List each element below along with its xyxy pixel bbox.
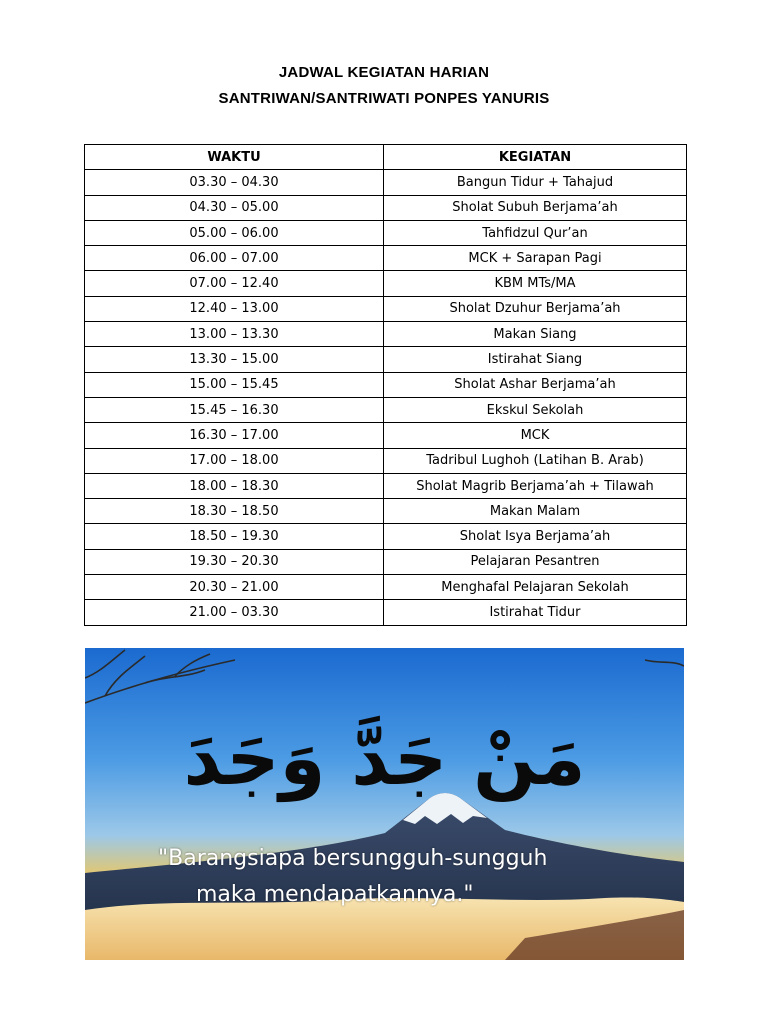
time-cell: 15.45 – 16.30 <box>85 397 384 422</box>
table-row <box>85 473 687 498</box>
quote-line1: "Barangsiapa bersungguh-sungguh <box>158 846 548 871</box>
table-row <box>85 246 687 271</box>
activity-cell: Sholat Magrib Berjama’ah + Tilawah <box>384 473 687 498</box>
motivation-banner <box>85 648 684 960</box>
time-cell: 07.00 – 12.40 <box>85 271 384 296</box>
activity-cell: Istirahat Tidur <box>384 600 687 625</box>
table-row <box>85 423 687 448</box>
activity-cell: MCK <box>384 423 687 448</box>
time-cell: 18.50 – 19.30 <box>85 524 384 549</box>
activity-cell: Istirahat Siang <box>384 347 687 372</box>
time-cell: 18.00 – 18.30 <box>85 473 384 498</box>
activity-cell: Pelajaran Pesantren <box>384 549 687 574</box>
table-row <box>85 549 687 574</box>
schedule-table <box>84 144 687 626</box>
activity-cell: Bangun Tidur + Tahajud <box>384 170 687 195</box>
activity-cell: Sholat Isya Berjama’ah <box>384 524 687 549</box>
activity-cell: MCK + Sarapan Pagi <box>384 246 687 271</box>
table-row <box>85 372 687 397</box>
activity-cell: Ekskul Sekolah <box>384 397 687 422</box>
time-cell: 16.30 – 17.00 <box>85 423 384 448</box>
table-row <box>85 322 687 347</box>
time-cell: 17.00 – 18.00 <box>85 448 384 473</box>
activity-cell: Menghafal Pelajaran Sekolah <box>384 575 687 600</box>
column-header-kegiatan: KEGIATAN <box>384 145 687 170</box>
activity-cell: Tadribul Lughoh (Latihan B. Arab) <box>384 448 687 473</box>
document-title-line2: SANTRIWAN/SANTRIWATI PONPES YANURIS <box>218 90 550 107</box>
time-cell: 05.00 – 06.00 <box>85 220 384 245</box>
table-row <box>85 170 687 195</box>
table-row <box>85 600 687 625</box>
time-cell: 13.00 – 13.30 <box>85 322 384 347</box>
table-row <box>85 220 687 245</box>
activity-cell: KBM MTs/MA <box>384 271 687 296</box>
time-cell: 20.30 – 21.00 <box>85 575 384 600</box>
column-header-waktu: WAKTU <box>85 145 384 170</box>
quote-line2: maka mendapatkannya." <box>196 882 474 907</box>
time-cell: 18.30 – 18.50 <box>85 499 384 524</box>
activity-cell: Sholat Dzuhur Berjama’ah <box>384 296 687 321</box>
table-row <box>85 524 687 549</box>
time-cell: 15.00 – 15.45 <box>85 372 384 397</box>
mountain-landscape-image <box>85 648 684 960</box>
table-row <box>85 347 687 372</box>
table-row <box>85 296 687 321</box>
table-row <box>85 195 687 220</box>
table-row <box>85 448 687 473</box>
time-cell: 03.30 – 04.30 <box>85 170 384 195</box>
time-cell: 19.30 – 20.30 <box>85 549 384 574</box>
activity-cell: Makan Malam <box>384 499 687 524</box>
time-cell: 12.40 – 13.00 <box>85 296 384 321</box>
activity-cell: Tahfidzul Qur’an <box>384 220 687 245</box>
activity-cell: Makan Siang <box>384 322 687 347</box>
time-cell: 21.00 – 03.30 <box>85 600 384 625</box>
table-header-row <box>85 145 687 170</box>
time-cell: 13.30 – 15.00 <box>85 347 384 372</box>
table-row <box>85 271 687 296</box>
table-row <box>85 397 687 422</box>
table-row <box>85 575 687 600</box>
table-row <box>85 499 687 524</box>
document-title-line1: JADWAL KEGIATAN HARIAN <box>278 64 490 81</box>
time-cell: 04.30 – 05.00 <box>85 195 384 220</box>
time-cell: 06.00 – 07.00 <box>85 246 384 271</box>
arabic-calligraphy-text: مَنْ جَدَّ وَجَدَ <box>183 716 586 802</box>
activity-cell: Sholat Ashar Berjama’ah <box>384 372 687 397</box>
activity-cell: Sholat Subuh Berjama’ah <box>384 195 687 220</box>
